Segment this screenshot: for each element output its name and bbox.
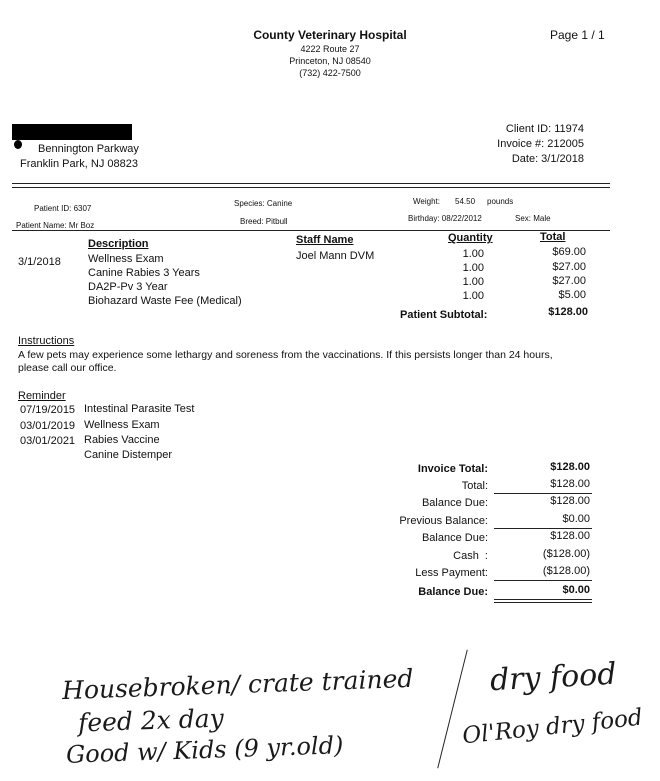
summary-value: $0.00	[562, 584, 590, 596]
item-description: Biohazard Waste Fee (Medical)	[88, 295, 242, 307]
item-description: Canine Rabies 3 Years	[88, 267, 200, 279]
handwritten-note-line1: Housebroken/ crate trained	[61, 663, 414, 706]
handwritten-note-line3: Good w/ Kids (9 yr.old)	[65, 731, 344, 769]
summary-label: Balance Due:	[418, 586, 488, 598]
summary-label: Balance Due:	[421, 497, 488, 509]
page-number: Page 1 / 1	[550, 28, 605, 42]
handwritten-note-right1: dry food	[489, 656, 618, 699]
col-header-quantity: Quantity	[448, 232, 493, 244]
hospital-address-line2: Princeton, NJ 08540	[289, 56, 371, 66]
reminder-text: Intestinal Parasite Test	[84, 403, 195, 415]
birthday: Birthday: 08/22/2012	[408, 214, 482, 223]
staff-name: Joel Mann DVM	[296, 250, 375, 262]
rule	[12, 187, 610, 188]
service-date: 3/1/2018	[18, 256, 61, 268]
item-quantity: 1.00	[462, 276, 484, 288]
summary-value: $128.00	[550, 495, 590, 507]
patient-id: Patient ID: 6307	[34, 204, 92, 213]
instructions-heading: Instructions	[18, 335, 75, 347]
summary-label: Cash :	[453, 550, 488, 562]
summary-label: Previous Balance:	[399, 515, 488, 527]
hospital-phone: (732) 422-7500	[299, 68, 361, 78]
summary-label: Less Payment:	[415, 567, 488, 579]
rule	[494, 602, 592, 603]
summary-value: ($128.00)	[542, 548, 590, 560]
summary-label: Total:	[461, 480, 488, 492]
item-quantity: 1.00	[462, 290, 484, 302]
sex: Sex: Male	[515, 214, 551, 223]
subtotal-label: Patient Subtotal:	[400, 309, 488, 321]
reminder-text: Wellness Exam	[84, 419, 160, 431]
summary-value: ($128.00)	[542, 565, 590, 577]
item-total: $27.00	[552, 275, 586, 287]
invoice-date: Date: 3/1/2018	[511, 153, 584, 165]
handwritten-divider	[437, 650, 467, 769]
client-city: Franklin Park, NJ 08823	[20, 158, 138, 170]
item-total: $27.00	[552, 261, 586, 273]
rule	[494, 493, 592, 494]
summary-value: $128.00	[550, 478, 590, 490]
client-street: Bennington Parkway	[38, 143, 139, 155]
hospital-name: County Veterinary Hospital	[253, 28, 407, 42]
rule	[12, 230, 610, 231]
breed: Breed: Pitbull	[240, 217, 288, 226]
summary-label: Invoice Total:	[417, 463, 488, 475]
item-total: $69.00	[552, 246, 586, 258]
handwritten-note-line2: feed 2x day	[77, 703, 225, 738]
instructions-line2: please call our office.	[18, 362, 117, 374]
item-description: Wellness Exam	[88, 253, 164, 265]
redacted-house-number	[14, 140, 22, 149]
summary-value: $128.00	[550, 461, 590, 473]
patient-name: Patient Name: Mr Boz	[16, 221, 95, 230]
weight-label: Weight:	[413, 197, 440, 206]
reminder-date: 07/19/2015	[20, 404, 76, 416]
item-total: $5.00	[558, 289, 586, 301]
rule	[494, 580, 592, 581]
item-quantity: 1.00	[462, 248, 484, 260]
summary-value: $128.00	[550, 530, 590, 542]
rule	[12, 183, 610, 184]
handwritten-note-right2: Ol'Roy dry food	[461, 704, 644, 750]
col-header-description: Description	[88, 238, 149, 250]
rule	[494, 599, 592, 600]
item-quantity: 1.00	[462, 262, 484, 274]
col-header-staff: Staff Name	[296, 234, 354, 246]
reminder-text: Rabies Vaccine	[84, 434, 160, 446]
client-id: Client ID: 11974	[505, 123, 584, 135]
col-header-total: Total	[540, 231, 566, 243]
rule	[494, 528, 592, 529]
summary-value: $0.00	[562, 513, 590, 525]
summary-label: Balance Due:	[421, 532, 488, 544]
invoice-number: Invoice #: 212005	[497, 138, 584, 150]
weight-unit: pounds	[487, 197, 514, 206]
redacted-client-name	[12, 124, 132, 140]
weight-value: 54.50	[455, 197, 476, 206]
reminder-date: 03/01/2021	[20, 435, 76, 447]
reminder-date: 03/01/2019	[20, 420, 76, 432]
hospital-address-line1: 4222 Route 27	[300, 44, 360, 54]
subtotal-value: $128.00	[548, 306, 588, 318]
reminder-text: Canine Distemper	[84, 449, 173, 461]
species: Species: Canine	[234, 199, 293, 208]
reminder-heading: Reminder	[18, 390, 66, 402]
item-description: DA2P-Pv 3 Year	[88, 281, 168, 293]
instructions-line1: A few pets may experience some lethargy and soreness from the vaccinations. If this persists longer than 24 hours,	[18, 349, 553, 361]
